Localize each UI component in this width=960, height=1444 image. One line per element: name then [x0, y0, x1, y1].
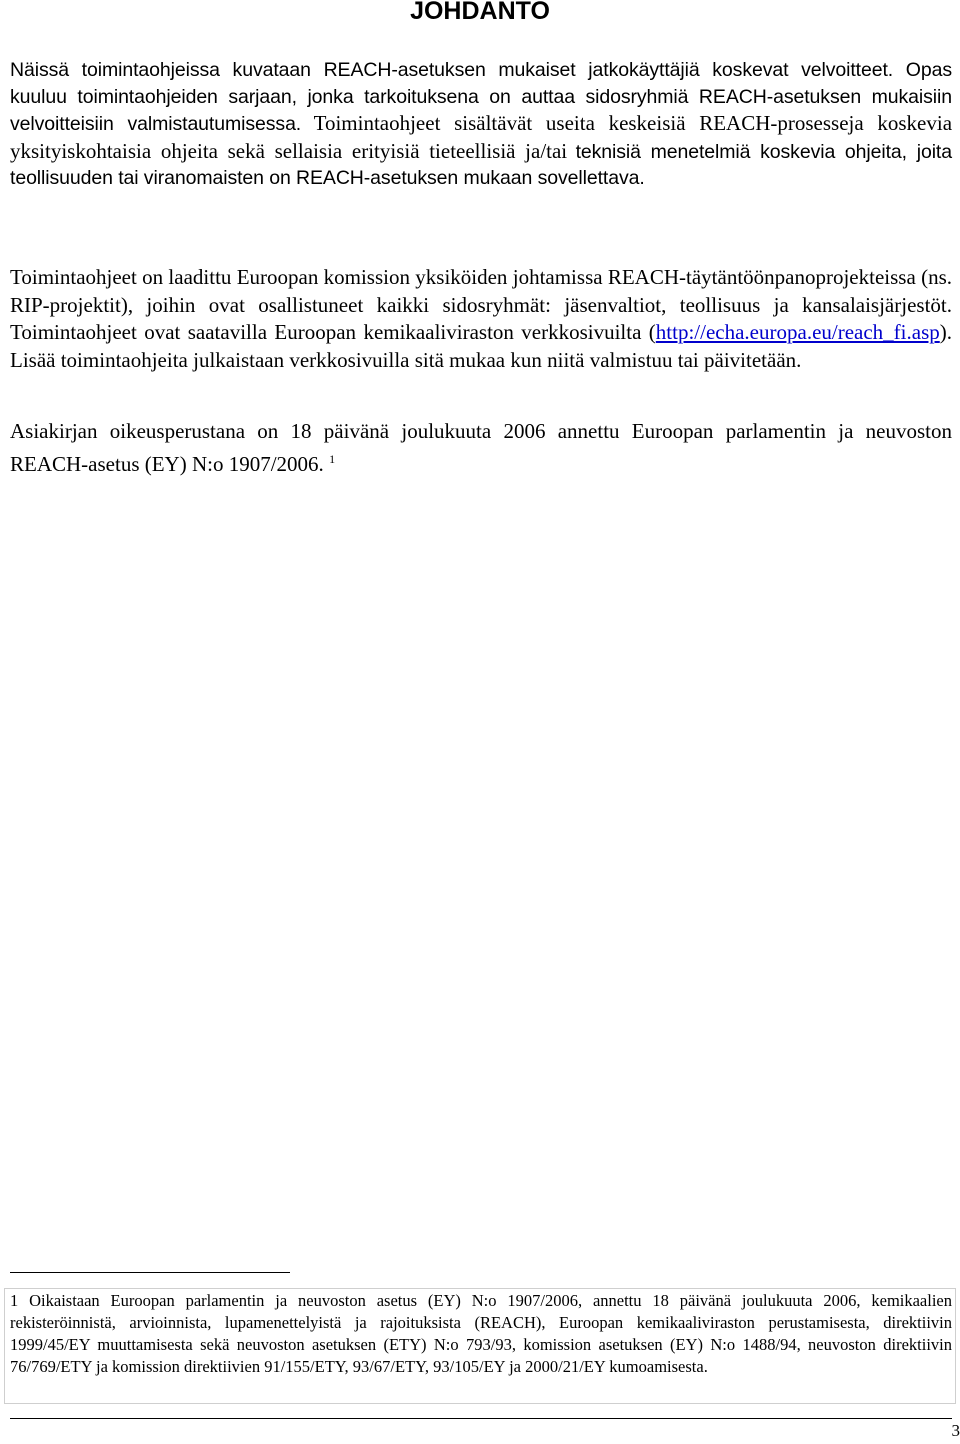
footnote-reference[interactable]: 1	[329, 451, 336, 466]
legal-basis-text: Asiakirjan oikeusperustana on 18 päivänä joulukuuta 2006 annettu Euroopan parlamentin ja neuvoston REACH-asetus (EY) N:o 1907/2006.	[10, 419, 952, 476]
footnote-separator	[10, 1272, 290, 1273]
page-number: 3	[951, 1421, 960, 1440]
page-title: JOHDANTO	[410, 0, 550, 25]
intro-text-part3: teknisiä menetelmiä koskevia ohjeita, joita teollisuuden tai viranomaisten on REACH-asetuksen mukaan sovellettava.	[10, 140, 952, 189]
legal-basis-paragraph	[10, 418, 952, 478]
footnote: 1 Oikaistaan Euroopan parlamentin ja neuvoston asetus (EY) N:o 1907/2006, annettu 18 päivänä joulukuuta 2006, kemikaalien rekisteröinnistä, arvioinnista, lupamenettelyistä ja rajoituksista (REACH), Euroopan kemikaaliviraston perustamisesta, direktiivin 1999/45/EY muuttamisesta sekä neuvoston asetuksen (ETY) N:o 793/93, komission asetuksen (EY) N:o 1488/94, neuvoston direktiivin 76/769/ETY ja komission direktiivien 91/155/ETY, 93/67/ETY, 93/105/EY ja 2000/21/EY kumoamisesta.	[10, 1291, 952, 1376]
guidance-text: Toimintaohjeet on laadittu Euroopan komission yksiköiden johtamissa REACH-täytäntöönpanoprojekteissa (ns. RIP-projektit), joihin ovat osallistuneet kaikki sidosryhmät: jäsenvaltiot, teollisuus ja kansalaisjärjestöt. Toimintaohjeet ovat saatavilla Euroopan kemikaaliviraston verkkosivuilta (	[10, 265, 952, 344]
guidance-text-end: ). Lisää toimintaohjeita julkaistaan verkkosivuilla sitä mukaa kun niitä valmistuu tai päivitetään.	[10, 320, 952, 372]
footer-divider	[10, 1418, 952, 1419]
intro-text-part2: Toimintaohjeet sisältävät useita keskeisiä REACH-prosesseja koskevia yksityiskohtaisia ohjeita sekä sellaisia erityisiä tieteellisiä ja/tai	[10, 111, 953, 163]
intro-paragraph	[10, 57, 952, 192]
guidance-paragraph	[10, 264, 952, 374]
echa-link[interactable]: http://echa.europa.eu/reach_fi.asp	[655, 320, 940, 344]
intro-text-part1: Näissä toimintaohjeissa kuvataan REACH-asetuksen mukaiset jatkokäyttäjiä koskevat velvoitteet. Opas kuuluu toimintaohjeiden sarjaan, jonka tarkoituksena on auttaa sidosryhmiä REACH-asetuksen mukaisiin velvoitteisiin valmistautumisessa.	[10, 59, 952, 135]
